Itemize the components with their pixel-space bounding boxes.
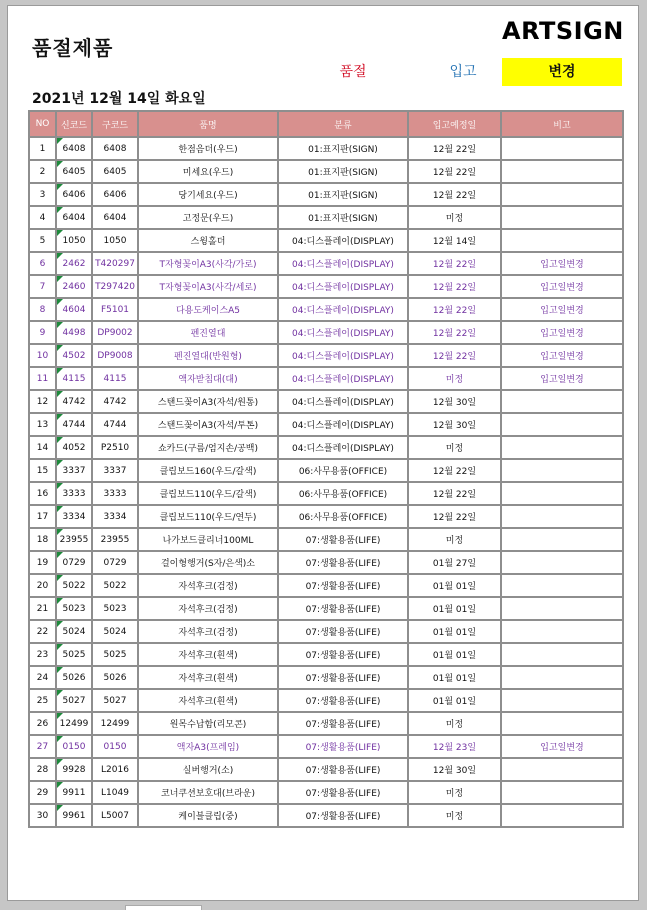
cell-category[interactable]: 04:디스플레이(DISPLAY) <box>278 252 408 275</box>
cell-old-code[interactable]: DP9008 <box>92 344 138 367</box>
cell-product-name[interactable]: 클립보드110(우드/연두) <box>138 505 278 528</box>
table-row <box>29 735 623 758</box>
cell-no[interactable]: 13 <box>29 413 56 436</box>
cell-category[interactable]: 01:표지판(SIGN) <box>278 137 408 160</box>
table-row <box>29 505 623 528</box>
cell-note[interactable] <box>501 666 623 689</box>
cell-due-date[interactable]: 01월 01일 <box>408 643 501 666</box>
cell-old-code[interactable]: L2016 <box>92 758 138 781</box>
cell-no[interactable]: 7 <box>29 275 56 298</box>
table-row <box>29 137 623 160</box>
worksheet-page <box>7 5 639 901</box>
cell-note[interactable] <box>501 413 623 436</box>
table-row <box>29 206 623 229</box>
cell-product-name[interactable]: 자석후크(검정) <box>138 574 278 597</box>
table-body <box>29 137 623 827</box>
cell-category[interactable]: 07:생활용품(LIFE) <box>278 804 408 827</box>
cell-new-code[interactable]: 6408 <box>56 137 92 160</box>
cell-old-code[interactable]: 5022 <box>92 574 138 597</box>
cell-category[interactable]: 07:생활용품(LIFE) <box>278 620 408 643</box>
cell-note[interactable] <box>501 528 623 551</box>
cell-new-code[interactable]: 6405 <box>56 160 92 183</box>
cell-due-date[interactable]: 01월 01일 <box>408 574 501 597</box>
cell-product-name[interactable]: 펜진열대(반원형) <box>138 344 278 367</box>
cell-product-name[interactable]: 스탠드꽂이A3(자석/투톤) <box>138 413 278 436</box>
table-row <box>29 620 623 643</box>
cell-new-code[interactable]: 4498 <box>56 321 92 344</box>
table-row <box>29 574 623 597</box>
cell-product-name[interactable]: 액자A3(프레임) <box>138 735 278 758</box>
cell-category[interactable]: 01:표지판(SIGN) <box>278 183 408 206</box>
cell-due-date[interactable]: 01월 27일 <box>408 551 501 574</box>
cell-no[interactable]: 2 <box>29 160 56 183</box>
cell-old-code[interactable]: 23955 <box>92 528 138 551</box>
cell-note[interactable]: 입고일변경 <box>501 275 623 298</box>
cell-category[interactable]: 06:사무용품(OFFICE) <box>278 482 408 505</box>
header-due-date: 입고예정일 <box>408 111 501 137</box>
cell-new-code[interactable]: 5027 <box>56 689 92 712</box>
header-no: NO <box>29 111 56 137</box>
cell-new-code[interactable]: 0150 <box>56 735 92 758</box>
cell-old-code[interactable]: 6408 <box>92 137 138 160</box>
cell-category[interactable]: 07:생활용품(LIFE) <box>278 689 408 712</box>
table-row <box>29 275 623 298</box>
cell-new-code[interactable]: 4742 <box>56 390 92 413</box>
cell-due-date[interactable]: 01월 01일 <box>408 597 501 620</box>
cell-category[interactable]: 04:디스플레이(DISPLAY) <box>278 321 408 344</box>
cell-product-name[interactable]: 클립보드110(우드/갈색) <box>138 482 278 505</box>
cell-no[interactable]: 29 <box>29 781 56 804</box>
cell-product-name[interactable]: 액자받침대(대) <box>138 367 278 390</box>
cell-old-code[interactable]: 1050 <box>92 229 138 252</box>
cell-note[interactable] <box>501 183 623 206</box>
cell-note[interactable] <box>501 206 623 229</box>
cell-new-code[interactable]: 1050 <box>56 229 92 252</box>
cell-note[interactable] <box>501 574 623 597</box>
cell-new-code[interactable]: 3334 <box>56 505 92 528</box>
cell-new-code[interactable]: 0729 <box>56 551 92 574</box>
table-row <box>29 689 623 712</box>
cell-note[interactable]: 입고일변경 <box>501 252 623 275</box>
cell-product-name[interactable]: 걸이형행거(S자/은색)소 <box>138 551 278 574</box>
cell-category[interactable]: 01:표지판(SIGN) <box>278 206 408 229</box>
cell-no[interactable]: 26 <box>29 712 56 735</box>
cell-new-code[interactable]: 12499 <box>56 712 92 735</box>
cell-category[interactable]: 04:디스플레이(DISPLAY) <box>278 229 408 252</box>
cell-note[interactable] <box>501 597 623 620</box>
cell-note[interactable] <box>501 620 623 643</box>
header-product-name: 품명 <box>138 111 278 137</box>
cell-old-code[interactable]: F5101 <box>92 298 138 321</box>
cell-old-code[interactable]: 5023 <box>92 597 138 620</box>
cell-note[interactable] <box>501 758 623 781</box>
cell-new-code[interactable]: 4502 <box>56 344 92 367</box>
cell-new-code[interactable]: 3333 <box>56 482 92 505</box>
table-row <box>29 321 623 344</box>
cell-category[interactable]: 01:표지판(SIGN) <box>278 160 408 183</box>
cell-note[interactable] <box>501 137 623 160</box>
cell-no[interactable]: 28 <box>29 758 56 781</box>
table-row <box>29 712 623 735</box>
cell-old-code[interactable]: L5007 <box>92 804 138 827</box>
cell-category[interactable]: 06:사무용품(OFFICE) <box>278 505 408 528</box>
table-row <box>29 459 623 482</box>
table-header-row <box>29 111 623 137</box>
cell-new-code[interactable]: 2462 <box>56 252 92 275</box>
cell-old-code[interactable]: 5026 <box>92 666 138 689</box>
cell-due-date[interactable]: 12월 22일 <box>408 321 501 344</box>
cell-product-name[interactable]: 펜진열대 <box>138 321 278 344</box>
cell-due-date[interactable]: 12월 30일 <box>408 413 501 436</box>
table-row <box>29 252 623 275</box>
cell-product-name[interactable]: 케이블클립(중) <box>138 804 278 827</box>
header-old-code: 구코드 <box>92 111 138 137</box>
table-row <box>29 551 623 574</box>
table-row <box>29 758 623 781</box>
cell-due-date[interactable]: 12월 22일 <box>408 252 501 275</box>
table-row <box>29 643 623 666</box>
table-row <box>29 528 623 551</box>
cell-note[interactable] <box>501 804 623 827</box>
cell-old-code[interactable]: 5025 <box>92 643 138 666</box>
table-row <box>29 413 623 436</box>
cell-new-code[interactable]: 5026 <box>56 666 92 689</box>
table-row <box>29 160 623 183</box>
cell-note[interactable] <box>501 160 623 183</box>
cell-product-name[interactable]: 실버행거(소) <box>138 758 278 781</box>
cell-category[interactable]: 07:생활용품(LIFE) <box>278 712 408 735</box>
cell-category[interactable]: 07:생활용품(LIFE) <box>278 735 408 758</box>
cell-category[interactable]: 04:디스플레이(DISPLAY) <box>278 367 408 390</box>
cell-category[interactable]: 07:생활용품(LIFE) <box>278 551 408 574</box>
cell-due-date[interactable]: 12월 22일 <box>408 275 501 298</box>
sheet-tab[interactable] <box>125 905 202 910</box>
cell-no[interactable]: 4 <box>29 206 56 229</box>
cell-no[interactable]: 17 <box>29 505 56 528</box>
cell-old-code[interactable]: 4742 <box>92 390 138 413</box>
cell-product-name[interactable]: 당기세요(우드) <box>138 183 278 206</box>
cell-no[interactable]: 19 <box>29 551 56 574</box>
cell-product-name[interactable]: 자석후크(흰색) <box>138 643 278 666</box>
cell-due-date[interactable]: 01월 01일 <box>408 689 501 712</box>
cell-product-name[interactable]: 원목수납함(리모콘) <box>138 712 278 735</box>
cell-category[interactable]: 07:생활용품(LIFE) <box>278 528 408 551</box>
cell-no[interactable]: 20 <box>29 574 56 597</box>
cell-note[interactable]: 입고일변경 <box>501 298 623 321</box>
cell-old-code[interactable]: 3337 <box>92 459 138 482</box>
cell-new-code[interactable]: 5023 <box>56 597 92 620</box>
cell-old-code[interactable]: 3333 <box>92 482 138 505</box>
cell-due-date[interactable]: 미정 <box>408 781 501 804</box>
cell-no[interactable]: 18 <box>29 528 56 551</box>
cell-no[interactable]: 3 <box>29 183 56 206</box>
cell-no[interactable]: 11 <box>29 367 56 390</box>
report-date: 2021년 12월 14일 화요일 <box>32 91 206 107</box>
table-row <box>29 781 623 804</box>
cell-product-name[interactable]: 자석후크(흰색) <box>138 689 278 712</box>
cell-category[interactable]: 07:생활용품(LIFE) <box>278 574 408 597</box>
cell-no[interactable]: 10 <box>29 344 56 367</box>
cell-old-code[interactable]: DP9002 <box>92 321 138 344</box>
cell-product-name[interactable]: 자석후크(검정) <box>138 620 278 643</box>
cell-old-code[interactable]: 4115 <box>92 367 138 390</box>
cell-note[interactable] <box>501 390 623 413</box>
table-row <box>29 344 623 367</box>
cell-category[interactable]: 04:디스플레이(DISPLAY) <box>278 413 408 436</box>
cell-product-name[interactable]: T자형꽂이A3(사각/세로) <box>138 275 278 298</box>
cell-category[interactable]: 04:디스플레이(DISPLAY) <box>278 344 408 367</box>
cell-new-code[interactable]: 9928 <box>56 758 92 781</box>
cell-no[interactable]: 16 <box>29 482 56 505</box>
cell-product-name[interactable]: 다용도케이스A5 <box>138 298 278 321</box>
cell-due-date[interactable]: 12월 14일 <box>408 229 501 252</box>
cell-no[interactable]: 23 <box>29 643 56 666</box>
cell-no[interactable]: 21 <box>29 597 56 620</box>
cell-note[interactable]: 입고일변경 <box>501 344 623 367</box>
cell-category[interactable]: 06:사무용품(OFFICE) <box>278 459 408 482</box>
cell-due-date[interactable]: 12월 22일 <box>408 344 501 367</box>
cell-no[interactable]: 1 <box>29 137 56 160</box>
cell-note[interactable] <box>501 229 623 252</box>
page-title: 품절제품 <box>32 36 114 60</box>
brand-logo: ARTSIGN <box>502 17 624 45</box>
cell-new-code[interactable]: 4115 <box>56 367 92 390</box>
cell-category[interactable]: 07:생활용품(LIFE) <box>278 781 408 804</box>
cell-due-date[interactable]: 12월 22일 <box>408 183 501 206</box>
cell-no[interactable]: 27 <box>29 735 56 758</box>
cell-old-code[interactable]: 6404 <box>92 206 138 229</box>
cell-category[interactable]: 04:디스플레이(DISPLAY) <box>278 275 408 298</box>
cell-note[interactable] <box>501 459 623 482</box>
cell-new-code[interactable]: 5025 <box>56 643 92 666</box>
cell-old-code[interactable]: L1049 <box>92 781 138 804</box>
table-row <box>29 390 623 413</box>
table-row <box>29 804 623 827</box>
cell-old-code[interactable]: 0150 <box>92 735 138 758</box>
cell-no[interactable]: 8 <box>29 298 56 321</box>
cell-due-date[interactable]: 12월 22일 <box>408 482 501 505</box>
cell-note[interactable] <box>501 482 623 505</box>
cell-product-name[interactable]: 미세요(우드) <box>138 160 278 183</box>
cell-product-name[interactable]: 한점음더(우드) <box>138 137 278 160</box>
cell-category[interactable]: 07:생활용품(LIFE) <box>278 758 408 781</box>
cell-no[interactable]: 9 <box>29 321 56 344</box>
cell-new-code[interactable]: 6406 <box>56 183 92 206</box>
table-row <box>29 298 623 321</box>
cell-due-date[interactable]: 미정 <box>408 367 501 390</box>
legend-in-stock: 입고 <box>449 64 477 80</box>
cell-old-code[interactable]: 0729 <box>92 551 138 574</box>
header-category: 분류 <box>278 111 408 137</box>
cell-old-code[interactable]: 3334 <box>92 505 138 528</box>
cell-note[interactable]: 입고일변경 <box>501 367 623 390</box>
cell-due-date[interactable]: 12월 22일 <box>408 160 501 183</box>
cell-no[interactable]: 22 <box>29 620 56 643</box>
cell-due-date[interactable]: 01월 01일 <box>408 620 501 643</box>
header-new-code: 신코드 <box>56 111 92 137</box>
legend-out-of-stock: 품절 <box>339 64 367 80</box>
cell-product-name[interactable]: 스탠드꽂이A3(자석/원통) <box>138 390 278 413</box>
cell-no[interactable]: 24 <box>29 666 56 689</box>
cell-due-date[interactable]: 미정 <box>408 712 501 735</box>
cell-note[interactable] <box>501 712 623 735</box>
cell-new-code[interactable]: 4052 <box>56 436 92 459</box>
cell-due-date[interactable]: 12월 30일 <box>408 758 501 781</box>
cell-product-name[interactable]: 자석후크(흰색) <box>138 666 278 689</box>
cell-due-date[interactable]: 12월 22일 <box>408 137 501 160</box>
cell-due-date[interactable]: 12월 30일 <box>408 390 501 413</box>
cell-no[interactable]: 25 <box>29 689 56 712</box>
cell-due-date[interactable]: 12월 22일 <box>408 459 501 482</box>
cell-product-name[interactable]: 쇼카드(구름/엄지손/공백) <box>138 436 278 459</box>
cell-product-name[interactable]: T자형꽂이A3(사각/가로) <box>138 252 278 275</box>
cell-note[interactable] <box>501 436 623 459</box>
cell-due-date[interactable]: 미정 <box>408 804 501 827</box>
cell-new-code[interactable]: 4604 <box>56 298 92 321</box>
cell-note[interactable] <box>501 551 623 574</box>
cell-no[interactable]: 30 <box>29 804 56 827</box>
cell-new-code[interactable]: 6404 <box>56 206 92 229</box>
cell-product-name[interactable]: 코너쿠션보호대(브라운) <box>138 781 278 804</box>
cell-note[interactable]: 입고일변경 <box>501 735 623 758</box>
header-note: 비고 <box>501 111 623 137</box>
cell-due-date[interactable]: 12월 23일 <box>408 735 501 758</box>
out-of-stock-table <box>28 110 624 828</box>
table-row <box>29 597 623 620</box>
cell-category[interactable]: 07:생활용품(LIFE) <box>278 597 408 620</box>
cell-new-code[interactable]: 5024 <box>56 620 92 643</box>
cell-old-code[interactable]: T297420 <box>92 275 138 298</box>
cell-no[interactable]: 5 <box>29 229 56 252</box>
cell-note[interactable] <box>501 689 623 712</box>
table-row <box>29 436 623 459</box>
cell-product-name[interactable]: 클립보드160(우드/갈색) <box>138 459 278 482</box>
table-row <box>29 367 623 390</box>
cell-due-date[interactable]: 01월 01일 <box>408 666 501 689</box>
cell-category[interactable]: 04:디스플레이(DISPLAY) <box>278 390 408 413</box>
cell-product-name[interactable]: 자석후크(검정) <box>138 597 278 620</box>
cell-new-code[interactable]: 3337 <box>56 459 92 482</box>
cell-due-date[interactable]: 미정 <box>408 528 501 551</box>
cell-old-code[interactable]: 12499 <box>92 712 138 735</box>
cell-due-date[interactable]: 12월 22일 <box>408 298 501 321</box>
table-row <box>29 229 623 252</box>
cell-note[interactable] <box>501 643 623 666</box>
cell-new-code[interactable]: 5022 <box>56 574 92 597</box>
cell-product-name[interactable]: 나가보드클리너100ML <box>138 528 278 551</box>
cell-category[interactable]: 04:디스플레이(DISPLAY) <box>278 298 408 321</box>
cell-old-code[interactable]: 4744 <box>92 413 138 436</box>
cell-old-code[interactable]: 6405 <box>92 160 138 183</box>
cell-note[interactable] <box>501 505 623 528</box>
cell-old-code[interactable]: 5024 <box>92 620 138 643</box>
cell-product-name[interactable]: 고정문(우드) <box>138 206 278 229</box>
cell-no[interactable]: 15 <box>29 459 56 482</box>
cell-no[interactable]: 12 <box>29 390 56 413</box>
cell-old-code[interactable]: 6406 <box>92 183 138 206</box>
cell-category[interactable]: 07:생활용품(LIFE) <box>278 643 408 666</box>
cell-category[interactable]: 04:디스플레이(DISPLAY) <box>278 436 408 459</box>
cell-old-code[interactable]: P2510 <box>92 436 138 459</box>
table-row <box>29 666 623 689</box>
cell-new-code[interactable]: 2460 <box>56 275 92 298</box>
table-row <box>29 482 623 505</box>
cell-note[interactable] <box>501 781 623 804</box>
cell-due-date[interactable]: 12월 22일 <box>408 505 501 528</box>
cell-no[interactable]: 6 <box>29 252 56 275</box>
cell-product-name[interactable]: 스윙홀더 <box>138 229 278 252</box>
cell-new-code[interactable]: 9961 <box>56 804 92 827</box>
cell-old-code[interactable]: 5027 <box>92 689 138 712</box>
table-row <box>29 183 623 206</box>
cell-new-code[interactable]: 9911 <box>56 781 92 804</box>
cell-note[interactable]: 입고일변경 <box>501 321 623 344</box>
cell-new-code[interactable]: 4744 <box>56 413 92 436</box>
cell-new-code[interactable]: 23955 <box>56 528 92 551</box>
cell-category[interactable]: 07:생활용품(LIFE) <box>278 666 408 689</box>
cell-no[interactable]: 14 <box>29 436 56 459</box>
legend-changed: 변경 <box>502 58 622 86</box>
cell-old-code[interactable]: T420297 <box>92 252 138 275</box>
cell-due-date[interactable]: 미정 <box>408 206 501 229</box>
cell-due-date[interactable]: 미정 <box>408 436 501 459</box>
